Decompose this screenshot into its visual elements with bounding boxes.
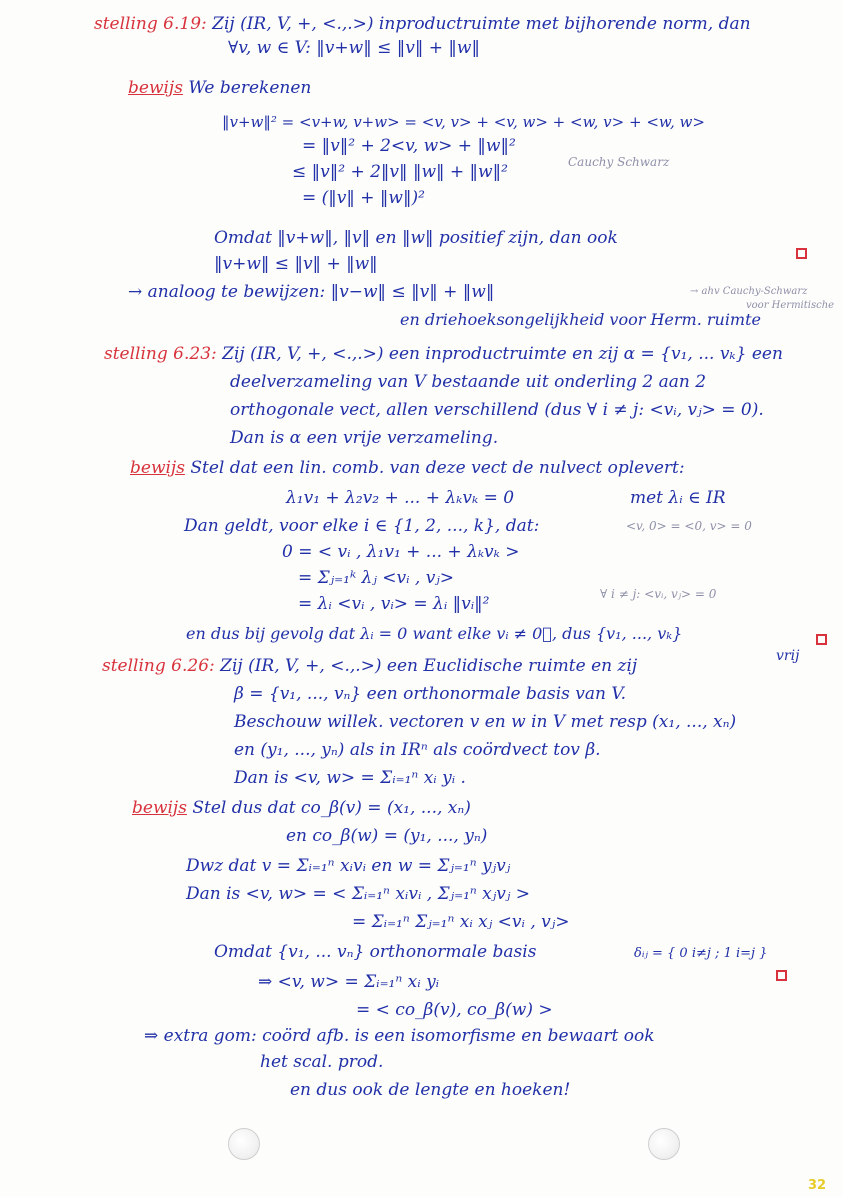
qed-box [816, 634, 827, 645]
equation-line: ≤ ‖v‖² + 2‖v‖ ‖w‖ + ‖w‖² [292, 162, 508, 182]
stelling-6-19-statement: ∀v, w ∈ V: ‖v+w‖ ≤ ‖v‖ + ‖w‖ [228, 38, 480, 58]
stelling-6-26 [102, 656, 637, 676]
equation-line: = ‖v‖² + 2<v, w> + ‖w‖² [302, 136, 516, 156]
stelling-text: Zij (IR, V, +, <.,.>) een inproductruimte en zij α = {v₁, ... vₖ} een [222, 344, 783, 364]
pencil-note: → ahv Cauchy-Schwarz [690, 286, 808, 297]
equation-line: 0 = < vᵢ , λ₁v₁ + ... + λₖvₖ > [282, 542, 520, 562]
extra-note-line: en dus ook de lengte en hoeken! [290, 1080, 571, 1100]
stelling-text: Dan is α een vrije verzameling. [230, 428, 499, 448]
page-number: 32 [808, 1178, 827, 1193]
equation-line: en co_β(w) = (y₁, ..., yₙ) [286, 826, 488, 846]
equation-line: λ₁v₁ + λ₂v₂ + ... + λₖvₖ = 0 [286, 488, 515, 508]
equation-condition: met λᵢ ∈ IR [630, 488, 726, 508]
pencil-note: ∀ i ≠ j: <vᵢ, vⱼ> = 0 [600, 587, 717, 601]
stelling-text: Dan is <v, w> = Σᵢ₌₁ⁿ xᵢ yᵢ . [234, 768, 466, 788]
qed-box [796, 248, 807, 259]
pencil-note: voor Hermitische [746, 300, 835, 311]
bewijs-text: vrij [776, 648, 800, 664]
bewijs-text: Stel dus dat co_β(v) = (x₁, ..., xₙ) [192, 798, 471, 818]
bewijs-label: bewijs [132, 798, 187, 818]
cauchy-schwarz-note: Cauchy Schwarz [568, 155, 670, 169]
equation-line: = Σⱼ₌₁ᵏ λⱼ <vᵢ , vⱼ> [298, 568, 455, 588]
analog-line: → analoog te bewijzen: ‖v−w‖ ≤ ‖v‖ + ‖w‖ [128, 282, 495, 302]
stelling-text: β = {v₁, ..., vₙ} een orthonormale basis van V. [234, 684, 627, 704]
extra-note-line: het scal. prod. [260, 1052, 384, 1072]
equation-line: = Σᵢ₌₁ⁿ Σⱼ₌₁ⁿ xᵢ xⱼ <vᵢ , vⱼ> [352, 912, 570, 932]
bewijs-text: Dan geldt, voor elke i ∈ {1, 2, ..., k}, dat: [184, 516, 540, 536]
stelling-6-23 [104, 344, 783, 364]
qed-box [776, 970, 787, 981]
stelling-label: stelling 6.23: [104, 344, 217, 364]
equation-line: = λᵢ <vᵢ , vᵢ> = λᵢ ‖vᵢ‖² [298, 594, 490, 614]
bewijs-6-19-lead [128, 78, 311, 98]
equation-line: Dan is <v, w> = < Σᵢ₌₁ⁿ xᵢvᵢ , Σⱼ₌₁ⁿ xⱼvⱼ > [186, 884, 530, 904]
stelling-label: stelling 6.26: [102, 656, 215, 676]
stelling-text: Zij (IR, V, +, <.,.>) een Euclidische ruimte en zij [220, 656, 638, 676]
conclusion-line: ‖v+w‖ ≤ ‖v‖ + ‖w‖ [214, 254, 378, 274]
equation-line: = < co_β(v), co_β(w) > [356, 1000, 553, 1020]
equation-line: ⇒ <v, w> = Σᵢ₌₁ⁿ xᵢ yᵢ [258, 972, 440, 992]
analog-line: en driehoeksongelijkheid voor Herm. ruimte [400, 310, 761, 329]
conclusion-line: Omdat ‖v+w‖, ‖v‖ en ‖w‖ positief zijn, dan ook [214, 228, 618, 248]
equation-line: = (‖v‖ + ‖w‖)² [302, 188, 425, 208]
extra-note-line: ⇒ extra gom: coörd afb. is een isomorfisme en bewaart ook [144, 1026, 655, 1046]
kronecker-delta: δᵢⱼ = { 0 i≠j ; 1 i=j } [634, 946, 768, 961]
equation-line: Dwz dat v = Σᵢ₌₁ⁿ xᵢvᵢ en w = Σⱼ₌₁ⁿ yⱼvⱼ [186, 856, 511, 876]
bewijs-label: bewijs [130, 458, 185, 478]
pencil-note: <v, 0> = <0, v> = 0 [626, 519, 752, 533]
stelling-label: stelling 6.19: [94, 14, 207, 34]
stelling-text: orthogonale vect, allen verschillend (dus ∀ i ≠ j: <vᵢ, vⱼ> = 0). [230, 400, 764, 420]
stelling-text: Beschouw willek. vectoren v en w in V met resp (x₁, ..., xₙ) [234, 712, 737, 732]
equation-line: ‖v+w‖² = <v+w, v+w> = <v, v> + <v, w> + <w, v> + <w, w> [222, 113, 705, 131]
bewijs-6-26-lead [132, 798, 471, 818]
binder-hole [228, 1128, 260, 1160]
stelling-6-19 [94, 14, 751, 34]
bewijs-label: bewijs [128, 78, 183, 98]
bewijs-text: Stel dat een lin. comb. van deze vect de nulvect oplevert: [190, 458, 685, 478]
bewijs-text: Omdat {v₁, ... vₙ} orthonormale basis [214, 942, 537, 962]
stelling-text: Zij (IR, V, +, <.,.>) inproductruimte met bijhorende norm, dan [212, 14, 751, 34]
stelling-text: en (y₁, ..., yₙ) als in IRⁿ als coördvect tov β. [234, 740, 601, 760]
bewijs-6-23-lead [130, 458, 685, 478]
bewijs-text: en dus bij gevolg dat λᵢ = 0 want elke vᵢ ≠ 0⃗, dus {v₁, ..., vₖ} [186, 624, 683, 643]
binder-hole [648, 1128, 680, 1160]
bewijs-lead-text: We berekenen [188, 78, 312, 98]
stelling-text: deelverzameling van V bestaande uit onderling 2 aan 2 [230, 372, 707, 392]
